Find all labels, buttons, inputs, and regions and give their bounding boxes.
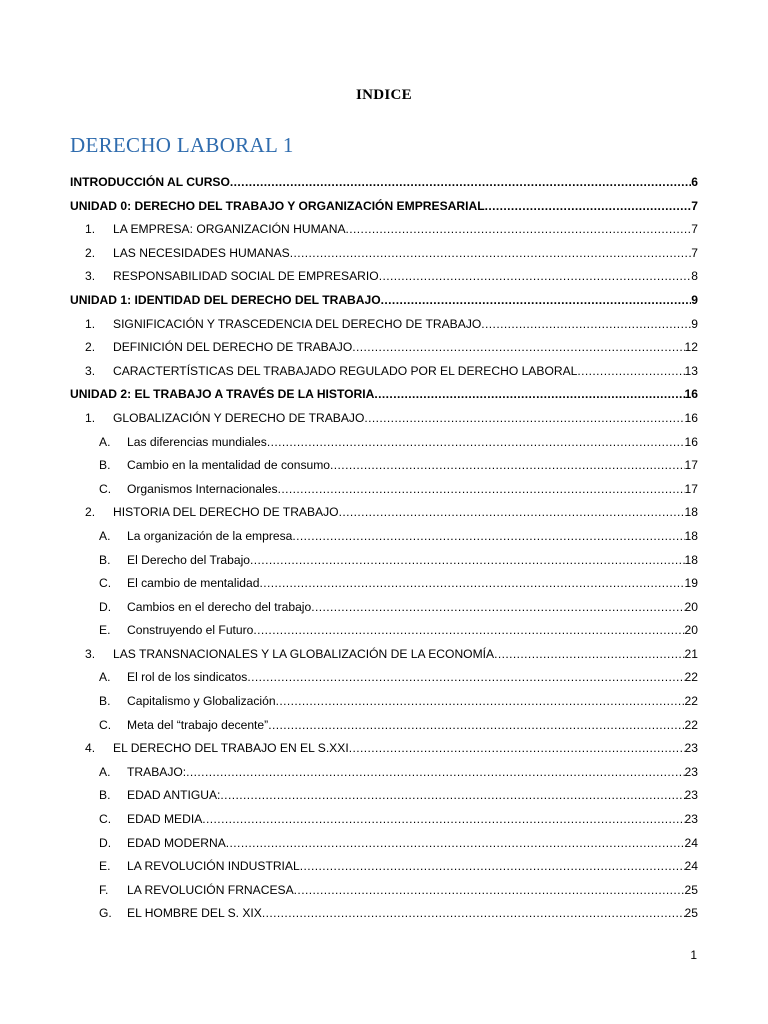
toc-entry[interactable]	[70, 666, 698, 690]
toc-entry[interactable]	[70, 360, 698, 384]
toc-entry-page: 13	[684, 363, 698, 378]
toc-entry-page: 7	[691, 198, 698, 213]
toc-dot-leader	[186, 761, 684, 785]
toc-entry-page: 22	[684, 717, 698, 732]
toc-entry-page: 23	[684, 788, 698, 803]
toc-entry-number: 3.	[85, 363, 96, 378]
toc-entry-title: LA REVOLUCIÓN FRNACESA	[127, 882, 294, 897]
toc-dot-leader	[268, 714, 684, 738]
toc-entry-title: UNIDAD 0: DERECHO DEL TRABAJO Y ORGANIZACIÓN EMPRESARIAL	[70, 198, 485, 213]
toc-entry[interactable]	[70, 242, 698, 266]
toc-entry-title: El cambio de mentalidad	[127, 576, 260, 591]
toc-entry-number: E.	[99, 623, 111, 638]
table-of-contents	[70, 171, 698, 926]
toc-entry[interactable]	[70, 478, 698, 502]
toc-dot-leader	[276, 690, 685, 714]
toc-entry-page: 16	[684, 434, 698, 449]
toc-entry-number: B.	[99, 458, 111, 473]
toc-dot-leader	[485, 195, 692, 219]
toc-entry-number: 3.	[85, 269, 96, 284]
toc-entry-page: 6	[691, 175, 698, 189]
toc-entry-page: 20	[684, 623, 698, 638]
toc-entry-number: 2.	[85, 505, 96, 520]
toc-entry[interactable]	[70, 336, 698, 360]
toc-dot-leader	[494, 643, 684, 667]
toc-entry-title: DEFINICIÓN DEL DERECHO DE TRABAJO	[113, 340, 353, 355]
toc-entry-number: A.	[99, 764, 111, 779]
toc-entry-title: El Derecho del Trabajo	[127, 552, 251, 567]
toc-entry-number: D.	[99, 599, 112, 614]
toc-entry-number: E.	[99, 859, 111, 874]
toc-dot-leader	[294, 879, 685, 903]
toc-entry-title: SIGNIFICACIÓN Y TRASCEDENCIA DEL DERECHO DE TRABAJO	[113, 316, 482, 331]
toc-entry[interactable]	[70, 832, 698, 856]
toc-entry-title: Cambio en la mentalidad de consumo	[127, 458, 331, 473]
toc-entry-page: 23	[684, 741, 698, 756]
toc-entry-title: El rol de los sindicatos	[127, 670, 248, 685]
toc-dot-leader	[364, 407, 684, 431]
toc-entry-title: EL HOMBRE DEL S. XIX	[127, 906, 262, 921]
toc-entry-number: 1.	[85, 410, 96, 425]
toc-entry-page: 23	[684, 764, 698, 779]
toc-entry-page: 16	[684, 410, 698, 425]
toc-entry-page: 24	[684, 859, 698, 874]
toc-dot-leader	[226, 832, 685, 856]
toc-dot-leader	[330, 454, 685, 478]
toc-entry[interactable]	[70, 454, 698, 478]
toc-dot-leader	[381, 289, 692, 313]
toc-dot-leader	[481, 313, 691, 337]
toc-entry-number: A.	[99, 528, 111, 543]
toc-entry[interactable]	[70, 407, 698, 431]
toc-entry-page: 9	[691, 316, 698, 331]
toc-dot-leader	[577, 360, 684, 384]
toc-entry-title: Capitalismo y Globalización	[127, 694, 276, 709]
toc-entry-page: 7	[691, 245, 698, 260]
toc-entry-number: G.	[99, 906, 112, 921]
toc-dot-leader	[374, 383, 684, 407]
toc-entry-page: 24	[684, 835, 698, 850]
toc-entry-number: 2.	[85, 245, 96, 260]
toc-dot-leader	[230, 171, 691, 195]
toc-entry-number: A.	[99, 670, 111, 685]
toc-dot-leader	[290, 242, 692, 266]
toc-entry-page: 23	[684, 812, 698, 827]
toc-entry-title: LAS TRANSNACIONALES Y LA GLOBALIZACIÓN DE LA ECONOMÍA	[113, 646, 495, 661]
toc-entry-title: CARACTERTÍSTICAS DEL TRABAJADO REGULADO POR EL DERECHO LABORAL	[113, 363, 578, 378]
section-heading: DERECHO LABORAL 1	[70, 133, 294, 157]
toc-entry[interactable]	[70, 218, 698, 242]
toc-entry-page: 18	[684, 528, 698, 543]
toc-entry[interactable]	[70, 596, 698, 620]
toc-entry[interactable]	[70, 525, 698, 549]
toc-dot-leader	[278, 478, 685, 502]
toc-entry[interactable]	[70, 879, 698, 903]
toc-entry[interactable]	[70, 714, 698, 738]
toc-dot-leader	[339, 501, 685, 525]
toc-entry-title: UNIDAD 1: IDENTIDAD DEL DERECHO DEL TRABAJO	[70, 292, 381, 307]
toc-entry-title: Las diferencias mundiales	[127, 434, 267, 449]
toc-entry-page: 22	[684, 670, 698, 685]
toc-entry-title: LA REVOLUCIÓN INDUSTRIAL	[127, 859, 300, 874]
toc-entry-number: 1.	[85, 316, 96, 331]
toc-entry[interactable]	[70, 808, 698, 832]
toc-entry-number: C.	[99, 481, 112, 496]
toc-entry[interactable]	[70, 501, 698, 525]
toc-dot-leader	[253, 619, 684, 643]
toc-entry-page: 16	[684, 387, 698, 402]
toc-dot-leader	[292, 525, 684, 549]
toc-entry-number: C.	[99, 717, 112, 732]
toc-entry-number: 2.	[85, 340, 96, 355]
toc-entry[interactable]	[70, 619, 698, 643]
toc-entry[interactable]	[70, 171, 698, 195]
toc-entry-number: 1.	[85, 222, 96, 237]
toc-dot-leader	[220, 784, 684, 808]
toc-dot-leader	[300, 855, 685, 879]
toc-entry[interactable]	[70, 690, 698, 714]
toc-entry-number: B.	[99, 552, 111, 567]
toc-entry-number: B.	[99, 788, 111, 803]
toc-entry-title: Cambios en el derecho del trabajo	[127, 599, 312, 614]
toc-entry-title: EL DERECHO DEL TRABAJO EN EL S.XXI	[113, 741, 349, 756]
toc-entry-page: 25	[684, 906, 698, 921]
toc-entry-page: 22	[684, 694, 698, 709]
toc-dot-leader	[267, 431, 685, 455]
toc-entry[interactable]	[70, 643, 698, 667]
toc-entry-title: Organismos Internacionales	[127, 481, 278, 496]
toc-entry[interactable]	[70, 784, 698, 808]
toc-entry-title: INTRODUCCIÓN AL CURSO	[70, 175, 230, 189]
toc-dot-leader	[250, 549, 685, 573]
toc-dot-leader	[352, 336, 684, 360]
toc-dot-leader	[262, 902, 685, 926]
toc-entry[interactable]	[70, 549, 698, 573]
toc-entry-page: 18	[684, 505, 698, 520]
toc-entry[interactable]	[70, 289, 698, 313]
toc-entry[interactable]	[70, 265, 698, 289]
toc-entry-number: 4.	[85, 741, 96, 756]
toc-dot-leader	[247, 666, 684, 690]
toc-entry-title: GLOBALIZACIÓN Y DERECHO DE TRABAJO	[113, 410, 365, 425]
toc-entry-page: 20	[684, 599, 698, 614]
toc-dot-leader	[379, 265, 692, 289]
toc-entry-title: TRABAJO:	[127, 764, 187, 779]
toc-entry-title: RESPONSABILIDAD SOCIAL DE EMPRESARIO	[113, 269, 379, 284]
toc-entry-page: 7	[691, 222, 698, 237]
toc-entry-page: 17	[684, 481, 698, 496]
toc-entry-number: D.	[99, 835, 112, 850]
toc-entry[interactable]	[70, 902, 698, 926]
toc-entry-title: LAS NECESIDADES HUMANAS	[113, 245, 290, 260]
toc-entry-title: Construyendo el Futuro	[127, 623, 254, 638]
toc-entry-title: LA EMPRESA: ORGANIZACIÓN HUMANA	[113, 222, 346, 237]
toc-entry-number: 3.	[85, 646, 96, 661]
toc-entry[interactable]	[70, 737, 698, 761]
toc-entry-title: La organización de la empresa	[127, 528, 293, 543]
toc-entry-page: 17	[684, 458, 698, 473]
toc-entry[interactable]	[70, 855, 698, 879]
toc-entry-number: B.	[99, 694, 111, 709]
toc-dot-leader	[349, 737, 685, 761]
toc-entry[interactable]	[70, 572, 698, 596]
toc-dot-leader	[259, 572, 684, 596]
toc-entry-number: C.	[99, 576, 112, 591]
toc-entry-title: HISTORIA DEL DERECHO DE TRABAJO	[113, 505, 339, 520]
toc-entry-page: 19	[684, 576, 698, 591]
page-number: 1	[690, 948, 697, 962]
toc-entry[interactable]	[70, 313, 698, 337]
toc-entry[interactable]	[70, 383, 698, 407]
toc-entry-title: EDAD MEDIA	[127, 812, 203, 827]
toc-entry-number: C.	[99, 812, 112, 827]
toc-entry-title: EDAD ANTIGUA:	[127, 788, 221, 803]
toc-dot-leader	[202, 808, 684, 832]
toc-entry-number: F.	[99, 882, 109, 897]
toc-entry-page: 9	[691, 292, 698, 307]
toc-entry[interactable]	[70, 761, 698, 785]
toc-entry-page: 12	[684, 340, 698, 355]
toc-dot-leader	[346, 218, 692, 242]
toc-dot-leader	[311, 596, 684, 620]
toc-entry-page: 8	[691, 269, 698, 284]
toc-entry-number: A.	[99, 434, 111, 449]
toc-entry-title: EDAD MODERNA	[127, 835, 226, 850]
toc-entry[interactable]	[70, 195, 698, 219]
toc-entry-page: 18	[684, 552, 698, 567]
page-title: INDICE	[356, 87, 412, 103]
toc-entry-title: UNIDAD 2: EL TRABAJO A TRAVÉS DE LA HISTORIA	[70, 387, 375, 402]
toc-entry[interactable]	[70, 431, 698, 455]
toc-entry-title: Meta del “trabajo decente”	[127, 717, 269, 732]
toc-entry-page: 25	[684, 882, 698, 897]
toc-entry-page: 21	[684, 646, 698, 661]
